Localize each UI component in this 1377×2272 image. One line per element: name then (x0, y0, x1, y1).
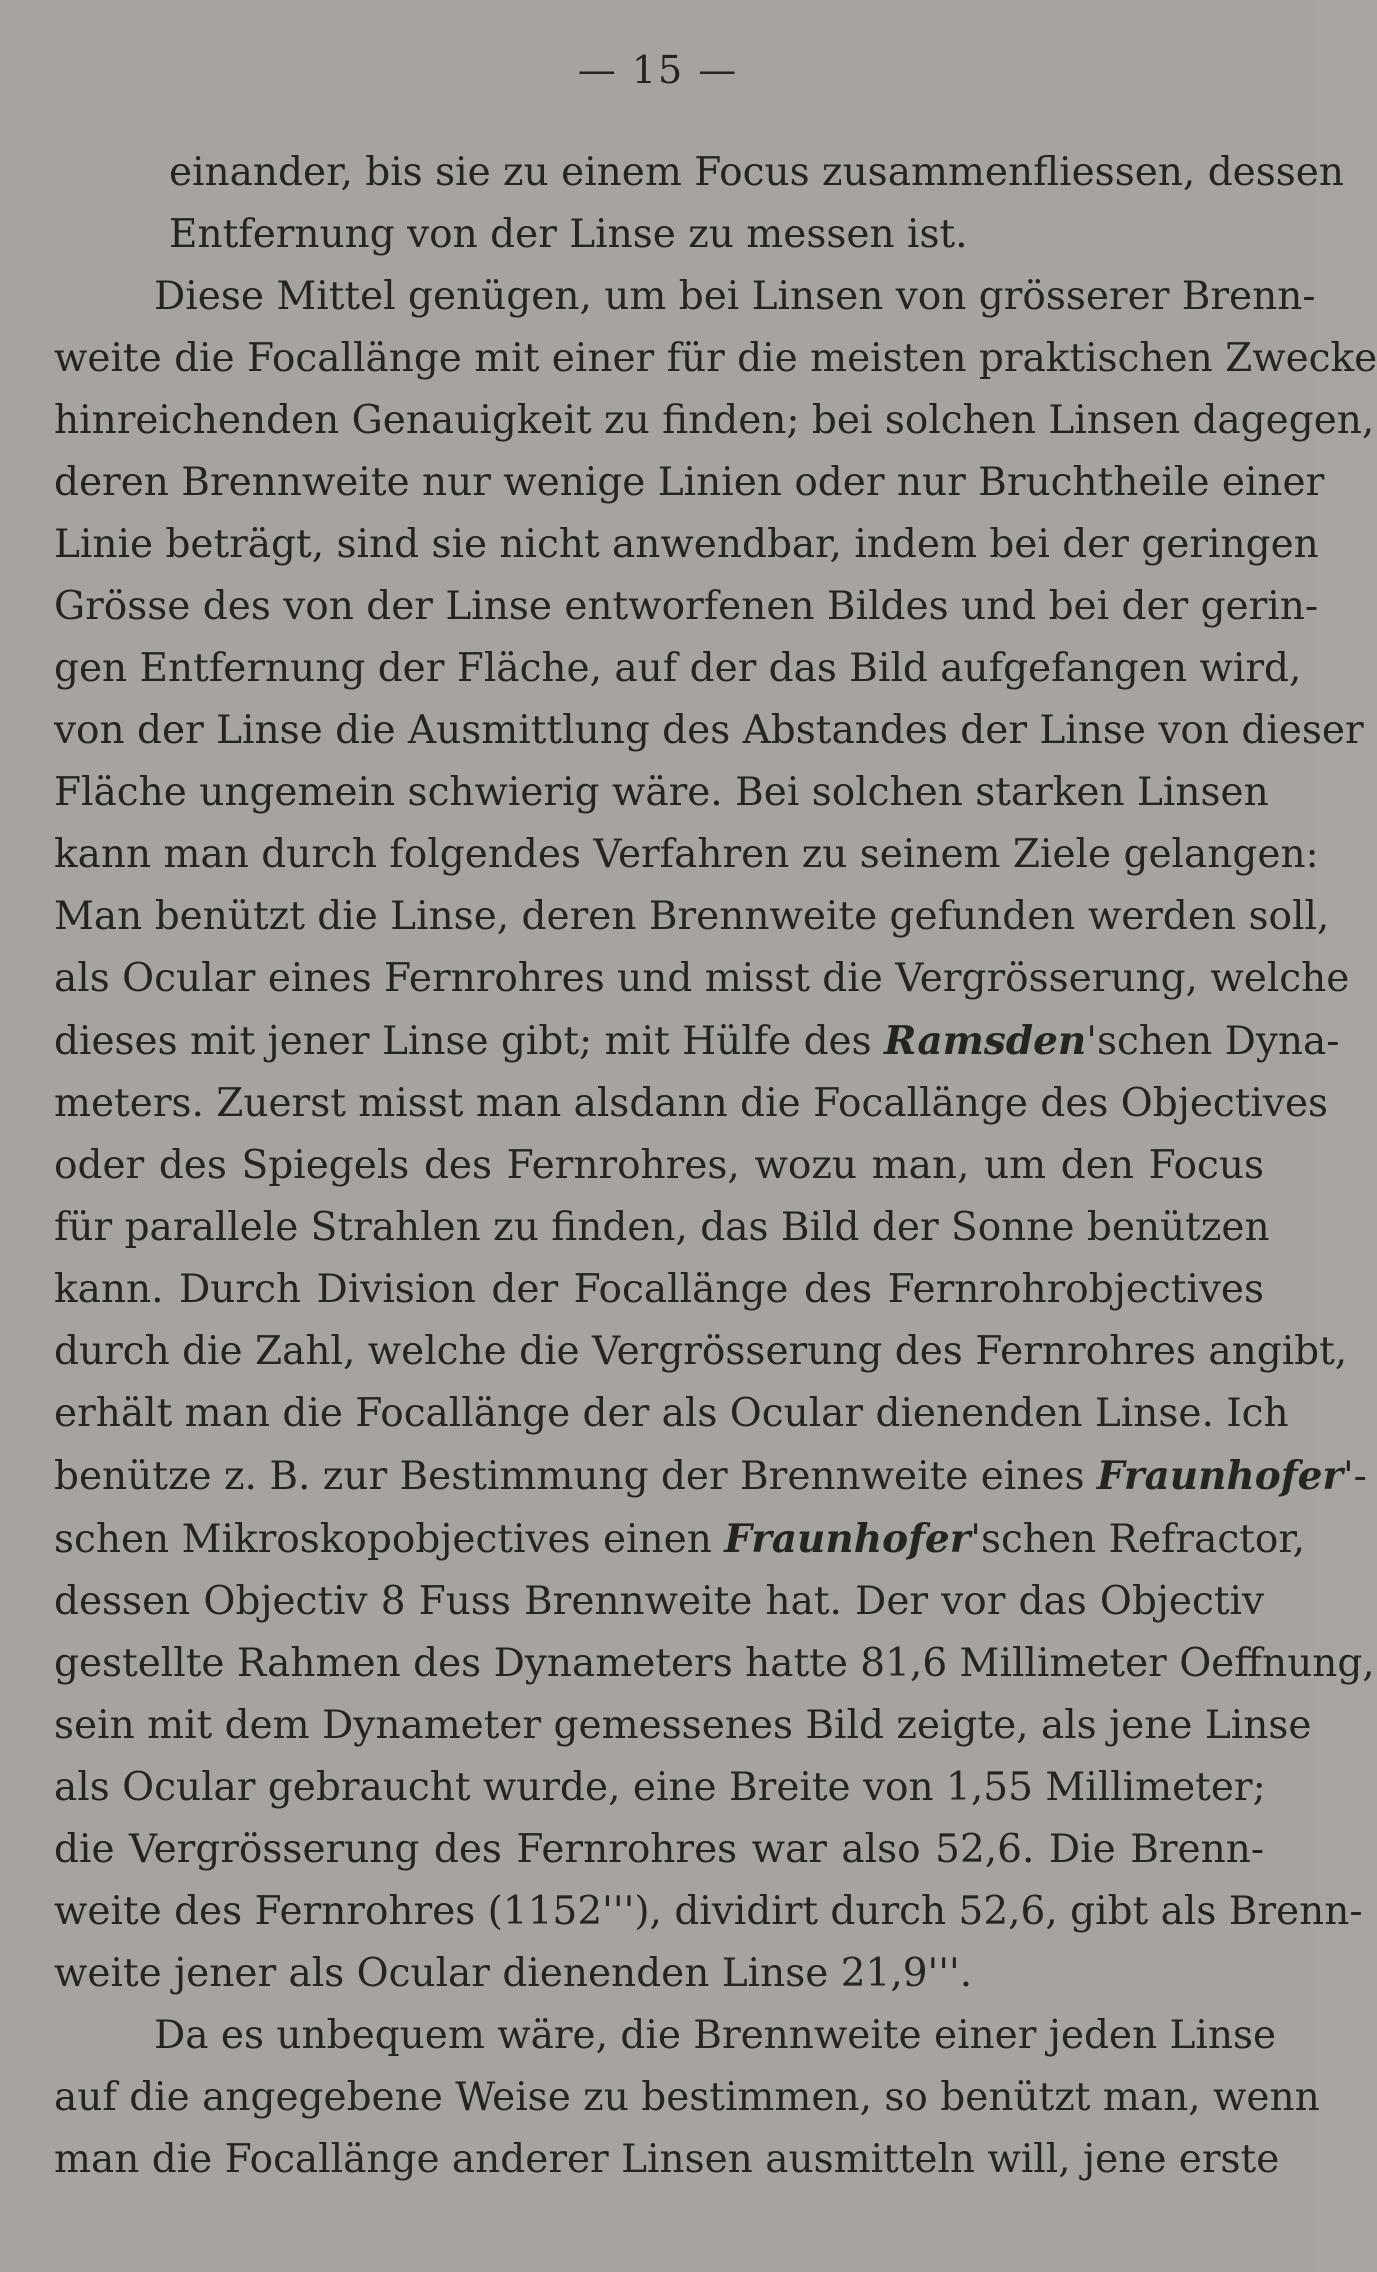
text-line (54, 1445, 1367, 1508)
text-line: man die Focallänge anderer Linsen ausmitteln will, jene erste (54, 2137, 1280, 2182)
body-text (54, 142, 1377, 2191)
text-line: Entfernung von der Linse zu messen ist. (169, 212, 968, 257)
text-line: Diese Mittel genügen, um bei Linsen von grösserer Brenn- (154, 274, 1316, 319)
text-line (54, 1508, 1306, 1571)
text-segment: '- (1342, 1454, 1367, 1499)
paragraph-2 (54, 266, 1377, 2005)
person-name-fraunhofer: Fraunhofer (724, 1516, 971, 1562)
text-line: oder des Spiegels des Fernrohres, wozu man, um den Focus (54, 1143, 1264, 1188)
text-line: meters. Zuerst misst man alsdann die Focallänge des Objectives (54, 1081, 1329, 1126)
text-line: von der Linse die Ausmittlung des Abstandes der Linse von dieser (54, 708, 1364, 753)
person-name-ramsden: Ramsden (884, 1018, 1087, 1064)
text-line: durch die Zahl, welche die Vergrösserung des Fernrohres angibt, (54, 1329, 1348, 1374)
text-line (54, 1010, 1340, 1073)
paragraph-1 (54, 142, 1344, 266)
person-name-fraunhofer: Fraunhofer (1096, 1453, 1343, 1499)
text-segment: dieses mit jener Linse gibt; mit Hülfe des (54, 1019, 885, 1064)
text-line: gestellte Rahmen des Dynameters hatte 81,6 Millimeter Oeffnung, (54, 1641, 1375, 1686)
text-segment: benütze z. B. zur Bestimmung der Brennweite eines (54, 1454, 1097, 1499)
text-line: für parallele Strahlen zu finden, das Bild der Sonne benützen (54, 1205, 1270, 1250)
text-line: Linie beträgt, sind sie nicht anwendbar, indem bei der geringen (54, 522, 1319, 567)
text-line: kann man durch folgendes Verfahren zu seinem Ziele gelangen: (54, 832, 1319, 877)
text-line: Da es unbequem wäre, die Brennweite einer jeden Linse (154, 2013, 1277, 2058)
text-line: als Ocular eines Fernrohres und misst die Vergrösserung, welche (54, 956, 1350, 1001)
text-line: sein mit dem Dynameter gemessenes Bild zeigte, als jene Linse (54, 1703, 1312, 1748)
text-line: einander, bis sie zu einem Focus zusammenfliessen, dessen (169, 150, 1344, 195)
text-line: die Vergrösserung des Fernrohres war also 52,6. Die Brenn- (54, 1827, 1264, 1872)
text-line: weite die Focallänge mit einer für die meisten praktischen Zwecke (54, 336, 1377, 381)
page-number-header: — 15 — (577, 48, 739, 92)
text-segment: schen Mikroskopobjectives einen (54, 1517, 725, 1562)
text-line: auf die angegebene Weise zu bestimmen, so benützt man, wenn (54, 2075, 1320, 2120)
text-line: erhält man die Focallänge der als Ocular dienenden Linse. Ich (54, 1391, 1289, 1436)
text-segment: 'schen Dyna- (1086, 1019, 1340, 1064)
text-line: Grösse des von der Linse entworfenen Bildes und bei der gerin- (54, 584, 1319, 629)
text-segment: 'schen Refractor, (970, 1517, 1306, 1562)
paragraph-3 (54, 2005, 1320, 2191)
text-line: Fläche ungemein schwierig wäre. Bei solchen starken Linsen (54, 770, 1269, 815)
text-line: deren Brennweite nur wenige Linien oder nur Bruchtheile einer (54, 460, 1325, 505)
text-line: kann. Durch Division der Focallänge des Fernrohrobjectives (54, 1267, 1264, 1312)
text-line: dessen Objectiv 8 Fuss Brennweite hat. Der vor das Objectiv (54, 1579, 1264, 1624)
text-line: als Ocular gebraucht wurde, eine Breite von 1,55 Millimeter; (54, 1765, 1266, 1810)
text-line: gen Entfernung der Fläche, auf der das Bild aufgefangen wird, (54, 646, 1302, 691)
text-line: weite jener als Ocular dienenden Linse 21,9'''. (54, 1951, 973, 1996)
text-line: weite des Fernrohres (1152'''), dividirt durch 52,6, gibt als Brenn- (54, 1889, 1363, 1934)
text-line: Man benützt die Linse, deren Brennweite gefunden werden soll, (54, 894, 1330, 939)
text-line: hinreichenden Genauigkeit zu finden; bei solchen Linsen dagegen, (54, 398, 1375, 443)
